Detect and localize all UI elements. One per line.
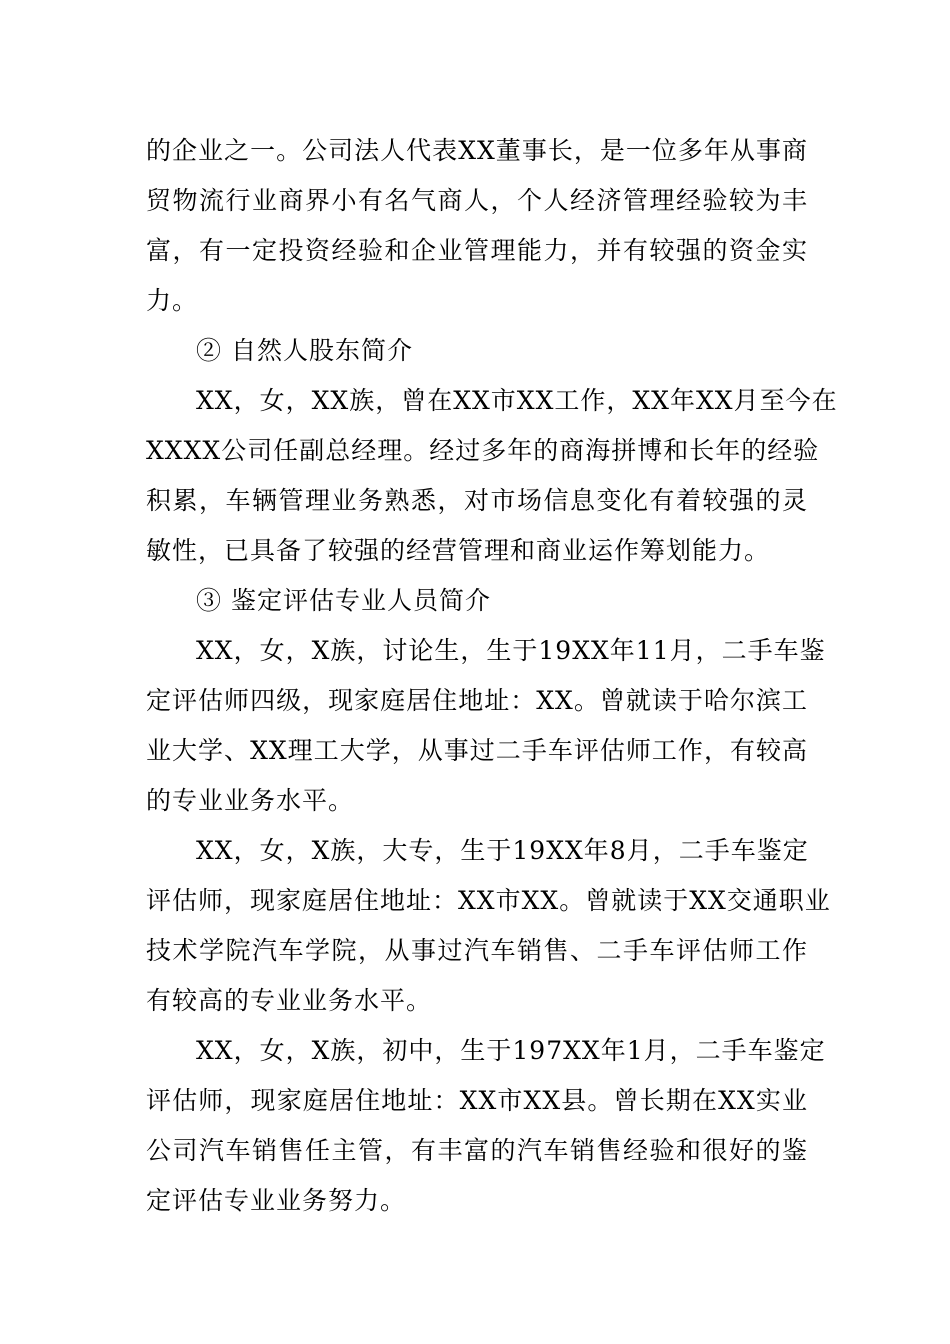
text-line: 富，有一定投资经验和企业管理能力，并有较强的资金实 — [146, 236, 808, 265]
text-line: 敏性，已具备了较强的经营管理和商业运作筹划能力。 — [146, 536, 771, 565]
text-line: 贸物流行业商界小有名气商人，个人经济管理经验较为丰 — [146, 186, 808, 215]
text-line: 定评估专业业务努力。 — [146, 1186, 407, 1215]
section-heading: ③ 鉴定评估专业人员简介 — [196, 586, 491, 615]
text-line: XXXX公司任副总经理。经过多年的商海拼博和长年的经验 — [146, 436, 820, 465]
text-line: 技术学院汽车学院，从事过汽车销售、二手车评估师工作 — [146, 936, 808, 965]
text-line: 评估师，现家庭居住地址：XX市XX。曾就读于XX交通职业 — [146, 886, 831, 915]
text-line: 定评估师四级，现家庭居住地址：XX。曾就读于哈尔滨工 — [146, 686, 808, 715]
text-line: XX，女，X族，大专，生于19XX年8月，二手车鉴定 — [196, 836, 809, 865]
text-line: XX，女，XX族，曾在XX市XX工作，XX年XX月至今在 — [196, 386, 838, 415]
text-line: XX，女，X族，讨论生，生于19XX年11月，二手车鉴 — [196, 636, 826, 665]
text-line: 业大学、XX理工大学，从事过二手车评估师工作，有较高 — [146, 736, 808, 765]
section-heading: ② 自然人股东简介 — [196, 336, 413, 365]
text-line: 的专业业务水平。 — [146, 786, 355, 815]
text-line: 的企业之一。公司法人代表XX董事长，是一位多年从事商 — [146, 136, 808, 165]
document-body — [146, 126, 838, 1226]
text-line: 积累，车辆管理业务熟悉，对市场信息变化有着较强的灵 — [146, 486, 808, 515]
text-line: 有较高的专业业务水平。 — [146, 986, 433, 1015]
text-line: 力。 — [146, 286, 199, 315]
text-line: 公司汽车销售任主管，有丰富的汽车销售经验和很好的鉴 — [146, 1136, 808, 1165]
text-line: XX，女，X族，初中，生于197XX年1月，二手车鉴定 — [196, 1036, 826, 1065]
text-line: 评估师，现家庭居住地址：XX市XX县。曾长期在XX实业 — [146, 1086, 808, 1115]
